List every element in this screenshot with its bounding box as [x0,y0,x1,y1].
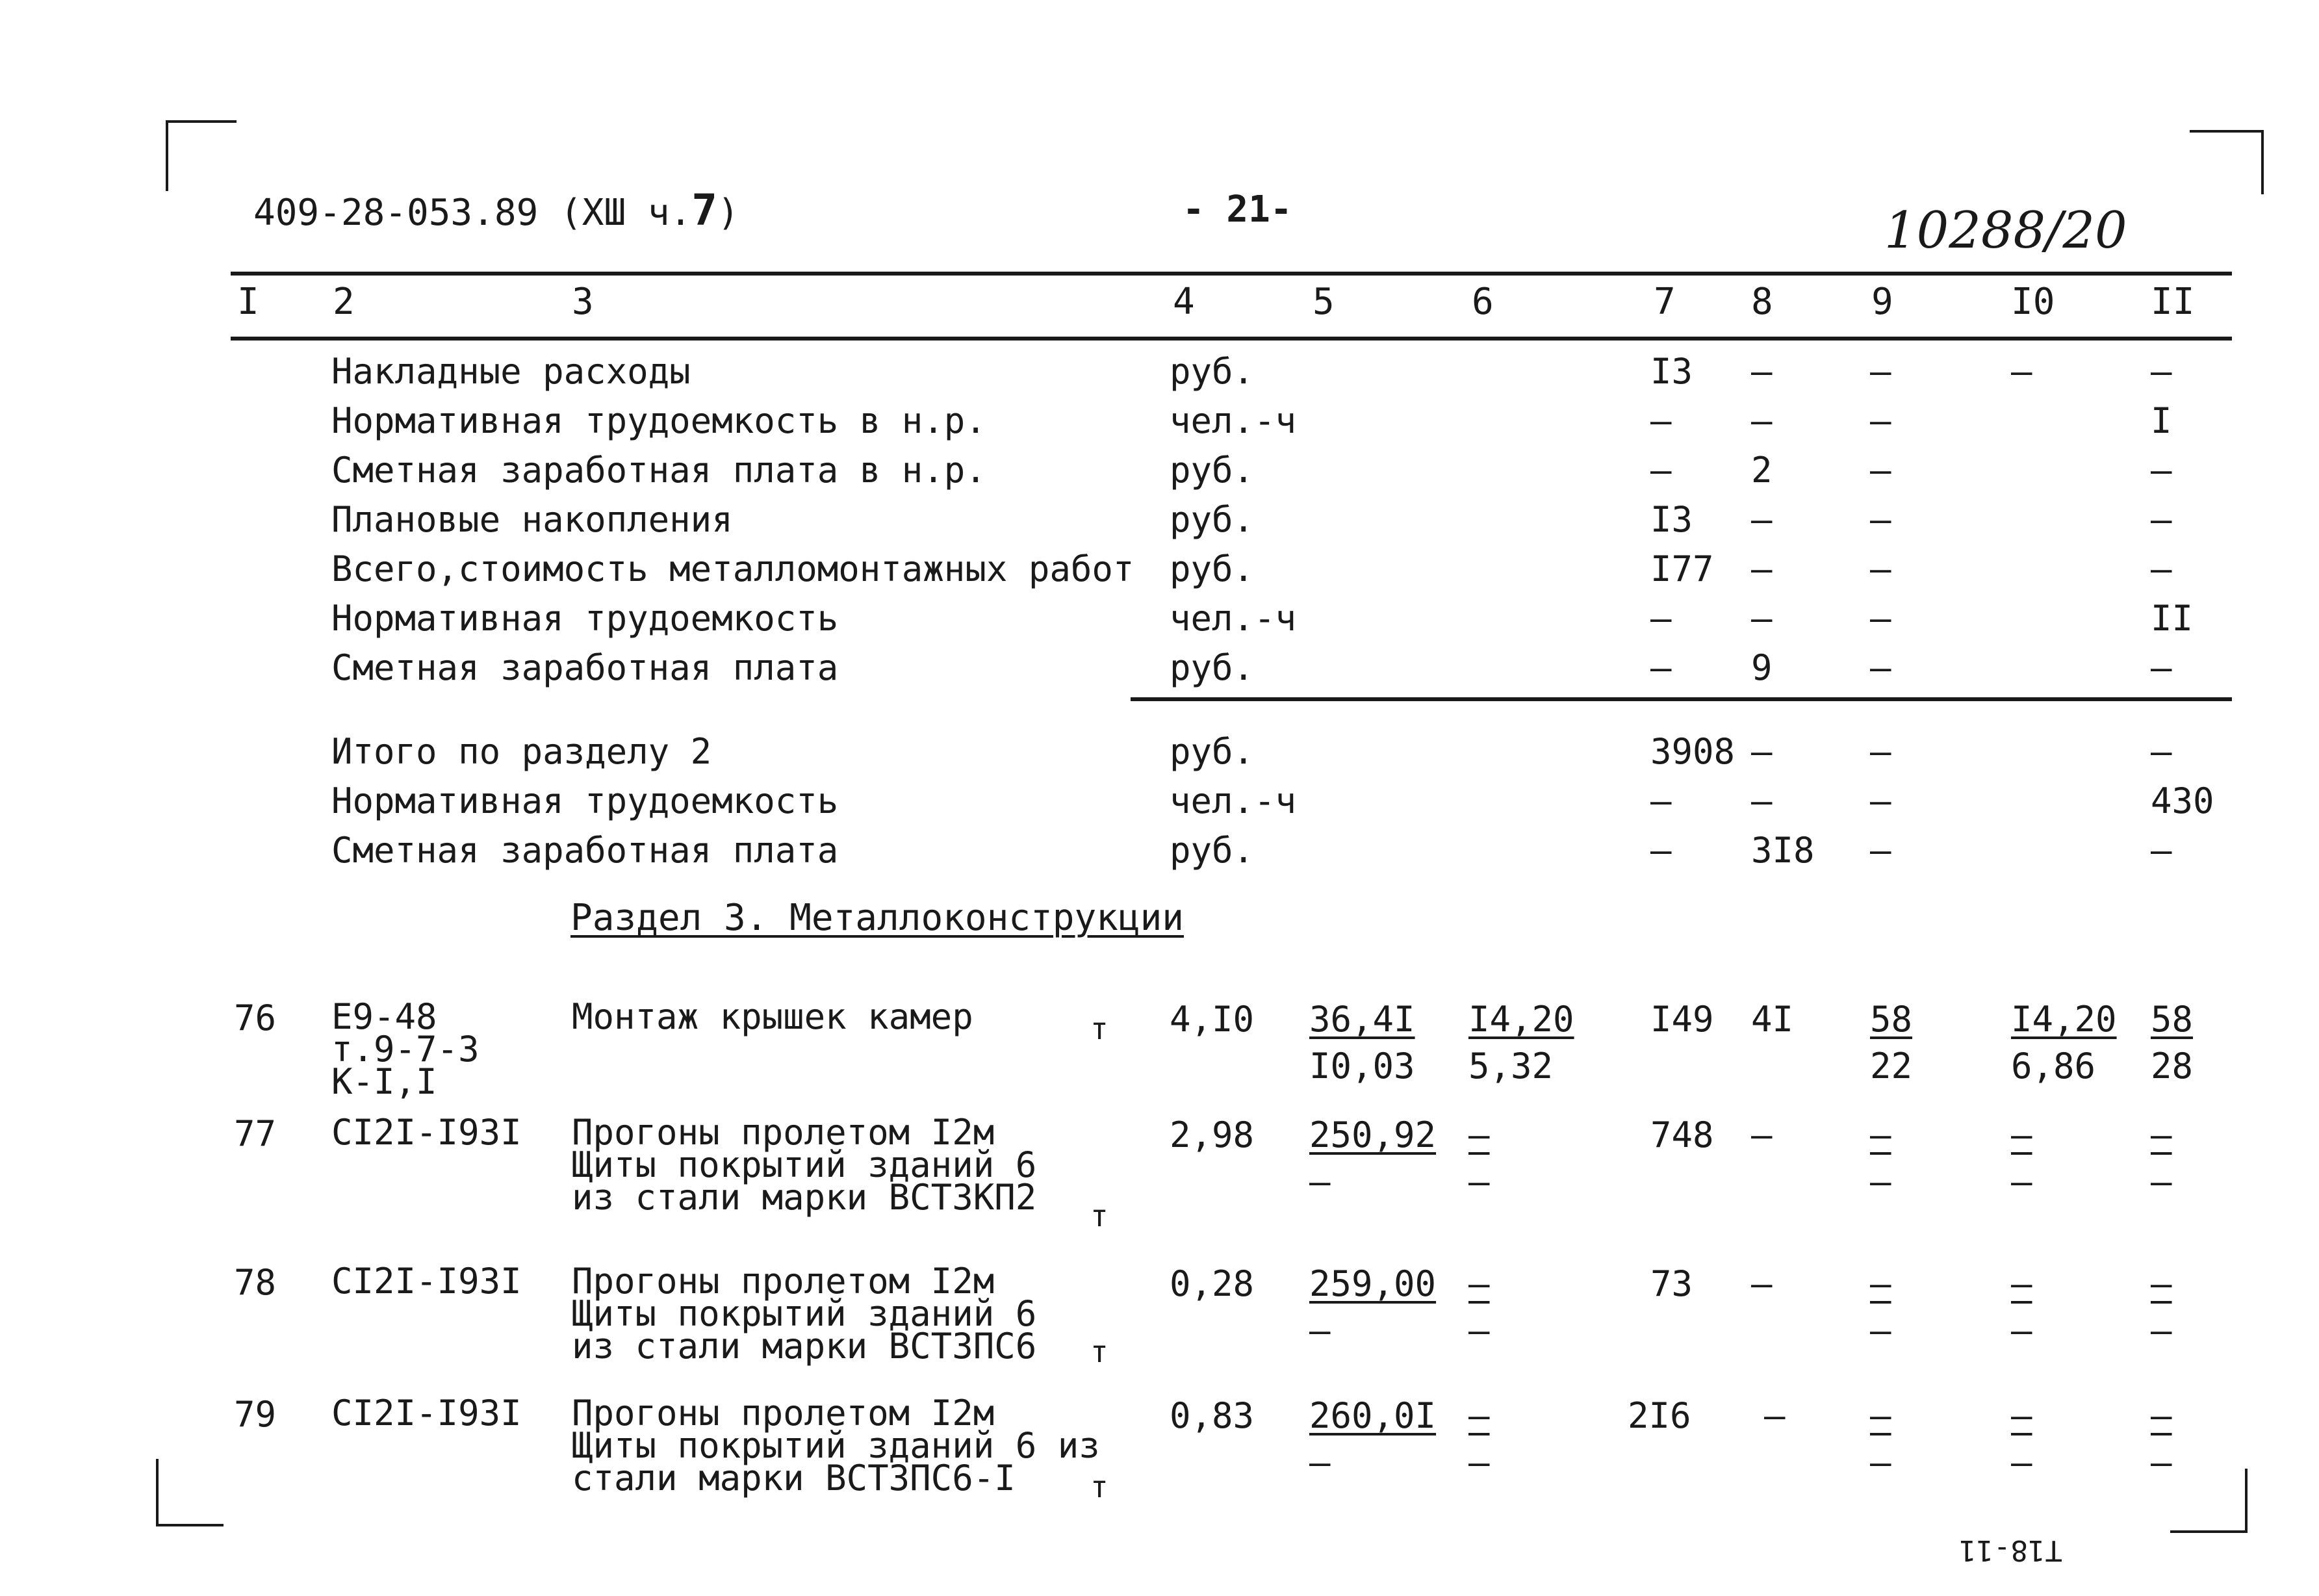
item-code [331,996,480,1102]
total-row-col11: 430 [2151,780,2214,821]
item-col10-bottom: – [2011,1161,2032,1202]
item-code [331,1393,522,1434]
handwritten-number: 10288/20 [1884,201,2127,260]
item-col6-bottom: – [1468,1161,1490,1202]
summary-row-col9: – [1870,400,1891,441]
item-description-line: Прогоны пролетом I2м [572,1261,995,1302]
part-number: 7 [691,185,718,235]
column-header-9: 9 [1871,281,1893,323]
summary-row-name: Сметная заработная плата [331,647,839,688]
column-header-10: I0 [2011,281,2055,323]
summary-row-col10: – [2011,351,2032,392]
item-col11-bottom: 28 [2151,1046,2194,1087]
total-row-col11: – [2151,731,2172,772]
item-code-line: СI2I-I93I [331,1261,522,1302]
total-row-col7: – [1650,830,1672,871]
document-code-close: ) [717,192,739,234]
item-col6-bottom: 5,32 [1468,1046,1554,1087]
item-code-line: К-I,I [331,1061,437,1102]
summary-row-col9: – [1870,647,1891,688]
total-row-unit: руб. [1170,830,1255,871]
item-code-line: Е9-48 [331,996,437,1037]
item-col6-top: I4,20 [1468,999,1574,1040]
item-quantity: 2,98 [1170,1114,1255,1155]
item-description-line: стали марки ВСТ3ПС6-I [572,1458,1016,1499]
item-col5-bottom: – [1309,1161,1331,1202]
table-top-rule [231,272,2232,276]
summary-row-col7: – [1650,400,1672,441]
total-row-col7: – [1650,780,1672,821]
summary-row-name: Нормативная трудоемкость в н.р. [331,400,986,441]
item-col7: I49 [1650,999,1714,1040]
summary-row-col11: II [2151,598,2194,639]
corner-mark-bottom-right [2170,1469,2248,1533]
total-row-col9: – [1870,830,1891,871]
item-col11-top: 58 [2151,999,2194,1040]
item-quantity: 4,I0 [1170,999,1255,1040]
table-header-rule [231,337,2232,341]
item-col5-bottom: I0,03 [1309,1046,1415,1087]
item-description-line: Щиты покрытий зданий 6 [572,1293,1037,1334]
item-col6-bottom: – [1468,1310,1490,1351]
item-unit: т [1090,1469,1108,1504]
item-col11-top: – [2151,1263,2172,1304]
summary-row-col8: – [1751,499,1773,540]
item-col5-top: 36,4I [1309,999,1415,1040]
item-description-line: Монтаж крышек камер [572,996,973,1037]
summary-row-col7: – [1650,598,1672,639]
total-row-col7: 3908 [1650,731,1736,772]
total-row-unit: руб. [1170,731,1255,772]
item-col9-bottom: – [1870,1161,1891,1202]
item-col8: – [1764,1395,1786,1436]
item-description-line: Щиты покрытий зданий 6 [572,1144,1037,1185]
item-col5-bottom: – [1309,1442,1331,1483]
summary-row-col7: I3 [1650,351,1693,392]
column-header-3: 3 [572,281,594,323]
item-description-line: Прогоны пролетом I2м [572,1393,995,1434]
item-col9-bottom: 22 [1870,1046,1913,1087]
summary-row-col9: – [1870,450,1891,491]
column-header-8: 8 [1751,281,1773,323]
summary-row-name: Плановые накопления [331,499,733,540]
item-col10-bottom: 6,86 [2011,1046,2096,1087]
item-description [572,1261,1037,1367]
column-header-4: 4 [1173,281,1195,323]
summary-row-col11: – [2151,351,2172,392]
item-col11-bottom: – [2151,1161,2172,1202]
summary-row-unit: руб. [1170,647,1255,688]
corner-mark-top-right [2190,130,2264,194]
column-header-5: 5 [1313,281,1335,323]
item-number: 79 [234,1394,277,1435]
item-description [572,1112,1037,1218]
item-col6-top: – [1468,1395,1490,1436]
item-number: 78 [234,1262,277,1303]
item-col10-top: – [2011,1395,2032,1436]
item-description-line: Прогоны пролетом I2м [572,1112,995,1153]
item-col5-bottom: – [1309,1310,1331,1351]
total-row-name: Нормативная трудоемкость [331,780,839,821]
item-code-line: т.9-7-3 [331,1029,480,1070]
item-description-line: Щиты покрытий зданий 6 из [572,1425,1100,1466]
item-col9-top: – [1870,1395,1891,1436]
item-unit: т [1090,1011,1108,1046]
summary-row-col9: – [1870,598,1891,639]
total-row-unit: чел.-ч [1170,780,1297,821]
document-code-text: 409-28-053.89 (ХШ ч. [253,192,692,234]
item-quantity: 0,83 [1170,1395,1255,1436]
item-col11-bottom: – [2151,1442,2172,1483]
item-col5-top: 250,92 [1309,1114,1437,1155]
column-header-6: 6 [1472,281,1494,323]
column-header-2: 2 [333,281,355,323]
item-col7: 73 [1650,1263,1693,1304]
item-col10-bottom: – [2011,1442,2032,1483]
subtotal-rule [1131,697,2232,701]
summary-row-unit: руб. [1170,548,1255,589]
summary-row-name: Нормативная трудоемкость [331,598,839,639]
item-col9-bottom: – [1870,1442,1891,1483]
summary-row-col8: 9 [1751,647,1773,688]
summary-row-unit: чел.-ч [1170,400,1297,441]
item-col11-bottom: – [2151,1310,2172,1351]
column-header-11: II [2151,281,2195,323]
section-title: Раздел 3. Металлоконструкции [570,897,1185,939]
summary-row-col11: I [2151,400,2172,441]
item-col9-bottom: – [1870,1310,1891,1351]
summary-row-col11: – [2151,548,2172,589]
item-col7: 748 [1650,1114,1714,1155]
summary-row-col9: – [1870,351,1891,392]
item-number: 76 [234,997,277,1038]
summary-row-name: Сметная заработная плата в н.р. [331,450,986,491]
summary-row-col8: 2 [1751,450,1773,491]
item-col10-top: – [2011,1263,2032,1304]
item-code-line: СI2I-I93I [331,1393,522,1434]
item-col6-bottom: – [1468,1442,1490,1483]
summary-row-unit: руб. [1170,450,1255,491]
footer-stamp: Т18-11 [1959,1534,2062,1567]
summary-row-name: Всего,стоимость металломонтажных работ [331,548,1134,589]
item-col11-top: – [2151,1395,2172,1436]
total-row-col11: – [2151,830,2172,871]
total-row-name: Сметная заработная плата [331,830,839,871]
item-col5-top: 259,00 [1309,1263,1437,1304]
column-header-1: I [237,281,259,323]
summary-row-unit: руб. [1170,351,1255,392]
item-description-line: из стали марки ВСТ3ПС6 [572,1326,1037,1367]
summary-row-col9: – [1870,548,1891,589]
total-row-col8: 3I8 [1751,830,1815,871]
item-col7: 2I6 [1628,1395,1691,1436]
summary-row-col7: I77 [1650,548,1714,589]
summary-row-unit: чел.-ч [1170,598,1297,639]
page-number: - 21- [1183,188,1292,231]
summary-row-col8: – [1751,598,1773,639]
summary-row-col11: – [2151,450,2172,491]
summary-row-col11: – [2151,647,2172,688]
total-row-col9: – [1870,731,1891,772]
item-code-line: СI2I-I93I [331,1112,522,1153]
corner-mark-top-left [166,120,237,191]
summary-row-col8: – [1751,548,1773,589]
item-col10-top: I4,20 [2011,999,2117,1040]
column-header-7: 7 [1654,281,1676,323]
summary-row-col7: I3 [1650,499,1693,540]
item-col8: 4I [1751,999,1794,1040]
total-row-col8: – [1751,731,1773,772]
item-col10-top: – [2011,1114,2032,1155]
item-col8: – [1751,1263,1773,1304]
item-number: 77 [234,1113,277,1154]
summary-row-col8: – [1751,351,1773,392]
document-code [253,185,739,235]
total-row-col9: – [1870,780,1891,821]
item-description [572,996,973,1037]
item-col11-top: – [2151,1114,2172,1155]
item-col9-top: 58 [1870,999,1913,1040]
item-col8: – [1751,1114,1773,1155]
item-quantity: 0,28 [1170,1263,1255,1304]
item-unit: т [1090,1334,1108,1369]
item-code [331,1112,522,1153]
item-col6-top: – [1468,1114,1490,1155]
summary-row-col11: – [2151,499,2172,540]
summary-row-col9: – [1870,499,1891,540]
total-row-col8: – [1751,780,1773,821]
item-col10-bottom: – [2011,1310,2032,1351]
corner-mark-bottom-left [156,1459,224,1526]
summary-row-col7: – [1650,647,1672,688]
total-row-name: Итого по разделу 2 [331,731,712,772]
summary-row-col8: – [1751,400,1773,441]
item-col9-top: – [1870,1114,1891,1155]
summary-row-name: Накладные расходы [331,351,691,392]
item-description-line: из стали марки ВСТ3КП2 [572,1177,1037,1218]
item-unit: т [1090,1198,1108,1233]
item-code [331,1261,522,1302]
item-col9-top: – [1870,1263,1891,1304]
item-description [572,1393,1100,1499]
summary-row-unit: руб. [1170,499,1255,540]
item-col6-top: – [1468,1263,1490,1304]
item-col5-top: 260,0I [1309,1395,1437,1436]
summary-row-col7: – [1650,450,1672,491]
